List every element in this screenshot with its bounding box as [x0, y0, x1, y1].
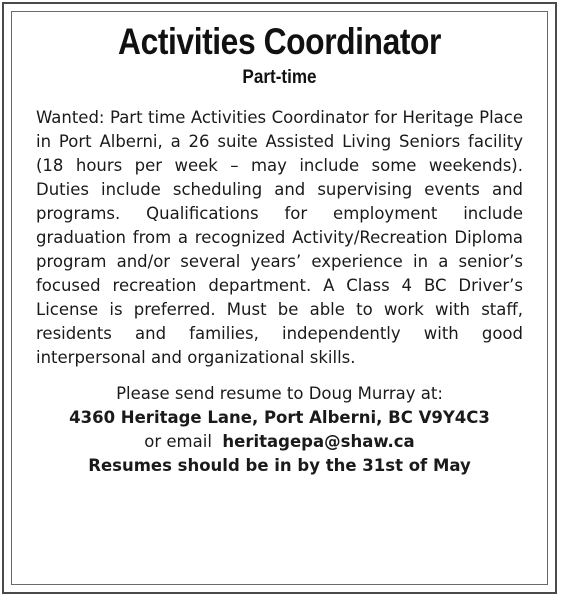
email-prefix: or email: [144, 432, 212, 451]
contact-block: [36, 382, 523, 478]
ad-title: Activities Coordinator: [118, 21, 441, 62]
job-ad-inner-border: [11, 11, 548, 585]
contact-email-line: [36, 430, 523, 454]
contact-intro: Please send resume to Doug Murray at:: [116, 384, 443, 403]
ad-subtitle: Part-time: [242, 67, 317, 88]
ad-body: Wanted: Part time Activities Coordinator for Heritage Place in Port Alberni, a 26 suite Assisted Living Seniors facility (18 hours per week – may include some weekends). Duties include scheduling and supervising events and programs. Qualifications for employment include graduation from a recognized Activity/Recreation Diploma program and/or several years’ experience in a senior’s focused recreation department. A Class 4 BC Driver’s License is preferred. Must be able to work with staff, residents and families, independently with good interpersonal and organizational skills.: [36, 108, 523, 367]
job-ad-frame: [2, 2, 557, 594]
application-deadline: Resumes should be in by the 31st of May: [88, 456, 471, 475]
contact-address: 4360 Heritage Lane, Port Alberni, BC V9Y4C3: [69, 408, 490, 427]
contact-email: heritagepa@shaw.ca: [222, 432, 415, 451]
